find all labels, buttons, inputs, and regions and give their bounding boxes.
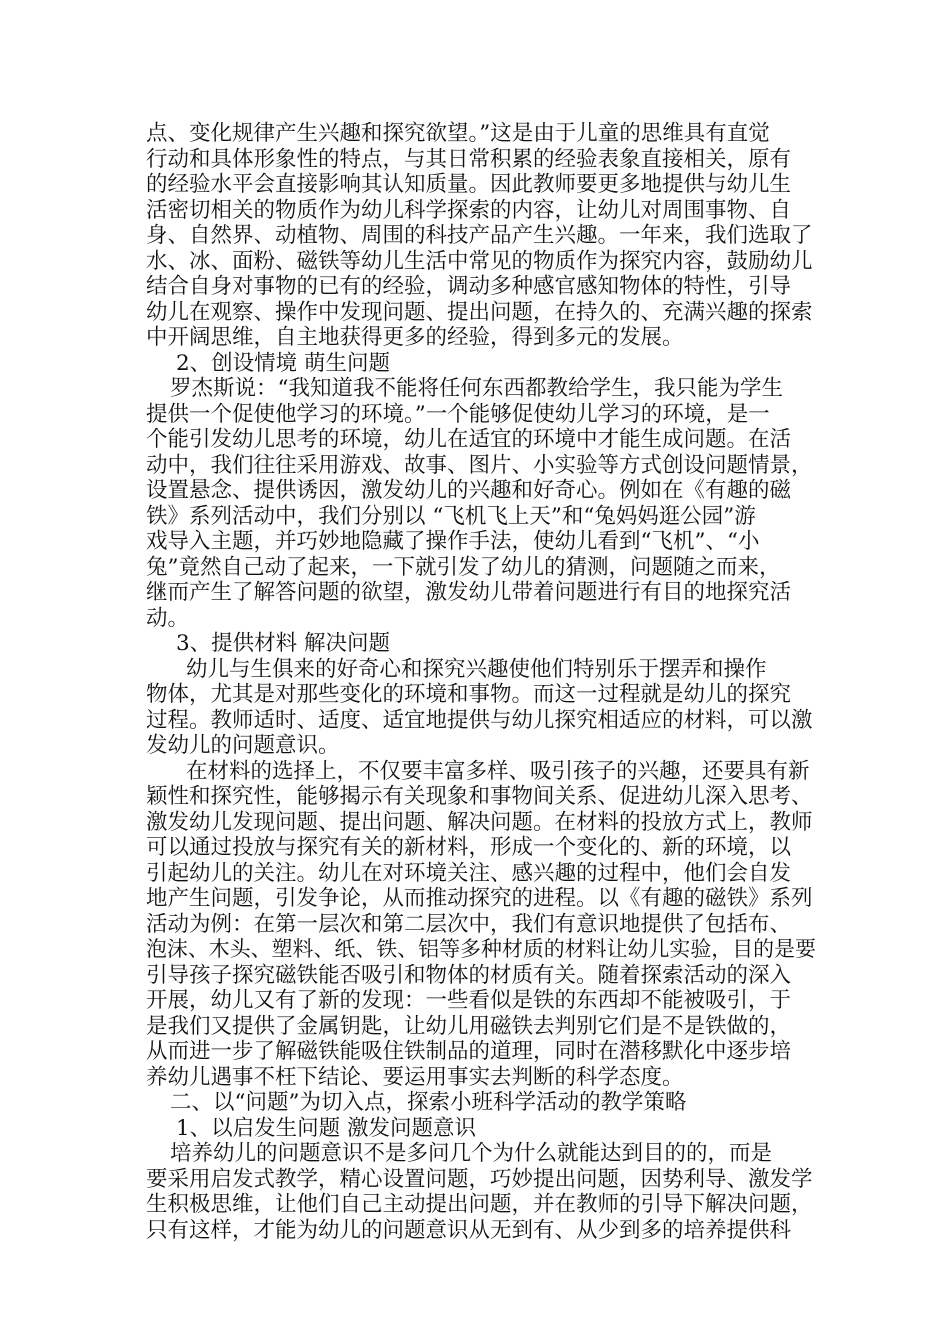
- text-line: 幼儿与生俱来的好奇心和探究兴趣使他们特别乐于摆弄和操作: [186, 656, 767, 682]
- text-line: 设置悬念、提供诱因，激发幼儿的兴趣和好奇心。例如在《有趣的磁: [146, 478, 792, 503]
- text-line: 的经验水平会直接影响其认知质量。因此教师要更多地提供与幼儿生: [146, 172, 792, 197]
- text-line: 地产生问题，引发争论，从而推动探究的进程。以《有趣的磁铁》系列: [146, 886, 813, 911]
- text-line: 活密切相关的物质作为幼儿科学探索的内容，让幼儿对周围事物、自: [146, 197, 792, 223]
- text-line: 幼儿在观察、操作中发现问题、提出问题，在持久的、充满兴趣的探索: [146, 299, 813, 325]
- text-line: 中开阔思维，自主地获得更多的经验，得到多元的发展。: [146, 325, 684, 350]
- text-line: 引导孩子探究磁铁能否吸引和物体的材质有关。随着探索活动的深入: [146, 962, 792, 988]
- text-line: 颖性和探究性，能够揭示有关现象和事物间关系、促进幼儿深入思考、: [146, 784, 813, 809]
- text-line: 兔”竟然自己动了起来，一下就引发了幼儿的猜测，问题随之而来，: [146, 554, 781, 580]
- text-line: 生积极思维，让他们自己主动提出问题，并在教师的引导下解决问题，: [146, 1192, 813, 1217]
- text-line: 动。: [146, 605, 190, 631]
- section-heading: 二、以“问题”为切入点，探索小班科学活动的教学策略: [170, 1090, 687, 1115]
- text-line: 可以通过投放与探究有关的新材料，形成一个变化的、新的环境，以: [146, 835, 792, 860]
- text-line: 引起幼儿的关注。幼儿在对环境关注、感兴趣的过程中，他们会自发: [146, 860, 792, 886]
- section-heading: 1、以启发生问题 激发问题意识: [176, 1115, 477, 1141]
- text-line: 激发幼儿发现问题、提出问题、解决问题。在材料的投放方式上，教师: [146, 809, 813, 835]
- text-line: 点、变化规律产生兴趣和探究欲望。”这是由于儿童的思维具有直觉: [146, 121, 770, 146]
- text-line: 身、自然界、动植物、周围的科技产品产生兴趣。一年来，我们选取了: [146, 223, 813, 248]
- text-line: 水、冰、面粉、磁铁等幼儿生活中常见的物质作为探究内容，鼓励幼儿: [146, 248, 813, 274]
- text-line: 养幼儿遇事不枉下结论、要运用事实去判断的科学态度。: [146, 1064, 684, 1090]
- text-line: 发幼儿的问题意识。: [146, 733, 340, 758]
- text-line: 开展，幼儿又有了新的发现：一些看似是铁的东西却不能被吸引，于: [146, 988, 792, 1013]
- text-line: 罗杰斯说：“我知道我不能将任何东西都教给学生，我只能为学生: [170, 376, 783, 401]
- text-line: 铁》系列活动中，我们分别以 “飞机飞上天”和“兔妈妈逛公园”游: [146, 503, 756, 529]
- section-heading: 2、创设情境 萌生问题: [176, 350, 391, 376]
- text-line: 动中，我们往往采用游戏、故事、图片、小实验等方式创设问题情景，: [146, 452, 813, 478]
- text-line: 结合自身对事物的已有的经验，调动多种感官感知物体的特性，引导: [146, 274, 792, 299]
- text-line: 在材料的选择上，不仅要丰富多样、吸引孩子的兴趣，还要具有新: [186, 758, 810, 784]
- text-line: 只有这样，才能为幼儿的问题意识从无到有、从少到多的培养提供科: [146, 1217, 792, 1243]
- text-line: 个能引发幼儿思考的环境，幼儿在适宜的环境中才能生成问题。在活: [146, 427, 792, 452]
- text-line: 培养幼儿的问题意识不是多问几个为什么就能达到目的的，而是: [170, 1141, 773, 1166]
- text-line: 泡沫、木头、塑料、纸、铁、铝等多种材质的材料让幼儿实验，目的是要: [146, 937, 816, 961]
- text-line: 从而进一步了解磁铁能吸住铁制品的道理，同时在潜移默化中逐步培: [146, 1039, 792, 1064]
- text-line: 活动为例：在第一层次和第二层次中，我们有意识地提供了包括布、: [146, 911, 792, 937]
- section-heading: 3、提供材料 解决问题: [176, 631, 391, 656]
- text-line: 过程。教师适时、适度、适宜地提供与幼儿探究相适应的材料，可以激: [146, 707, 813, 733]
- document-body: [146, 121, 816, 1243]
- text-line: 物体，尤其是对那些变化的环境和事物。而这一过程就是幼儿的探究: [146, 682, 792, 707]
- text-line: 继而产生了解答问题的欲望，激发幼儿带着问题进行有目的地探究活: [146, 580, 792, 605]
- text-line: 提供一个促使他学习的环境。”一个能够促使幼儿学习的环境，是一: [146, 401, 770, 427]
- text-line: 行动和具体形象性的特点，与其日常积累的经验表象直接相关，原有: [146, 146, 792, 172]
- text-line: 要采用启发式教学，精心设置问题，巧妙提出问题，因势利导、激发学: [146, 1166, 813, 1192]
- text-line: 戏导入主题，并巧妙地隐藏了操作手法，使幼儿看到“飞机”、“小: [146, 529, 760, 554]
- text-line: 是我们又提供了金属钥匙，让幼儿用磁铁去判别它们是不是铁做的，: [146, 1013, 792, 1039]
